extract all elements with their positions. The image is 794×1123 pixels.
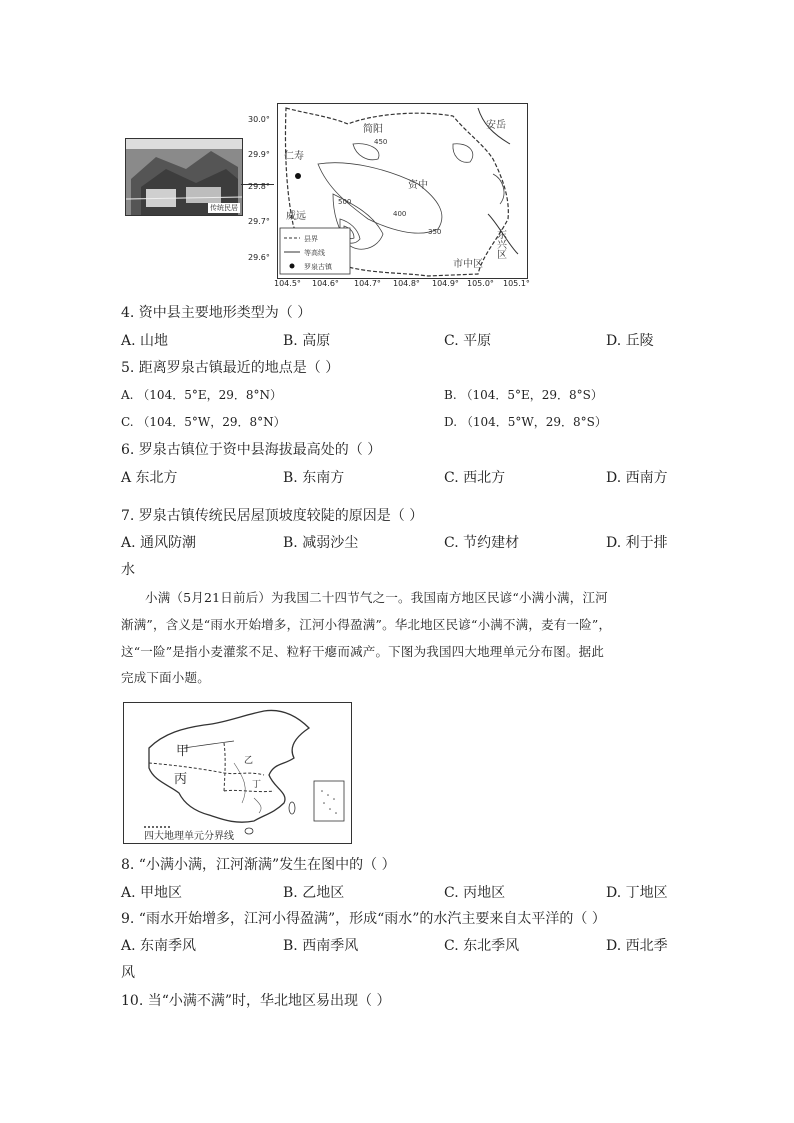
question-8-option-d: D. 丁地区: [606, 885, 668, 901]
question-7-option-c: C. 节约建材: [444, 535, 520, 551]
question-4-option-d: D. 丘陵: [606, 333, 654, 349]
question-4-option-c: C. 平原: [444, 333, 492, 349]
lon-label: 104.7°: [354, 279, 381, 288]
legend-town: 罗泉古镇: [304, 263, 332, 271]
traditional-house-photo: [125, 138, 243, 216]
question-7-option-d-wrap: 水: [121, 562, 135, 578]
lon-label: 104.5°: [274, 279, 301, 288]
photo-caption: 传统民居: [210, 204, 238, 212]
question-8-option-c: C. 丙地区: [444, 885, 506, 901]
question-9-option-c: C. 东北季风: [444, 938, 520, 954]
question-10-stem: 10. 当“小满不满”时，华北地区易出现（ ）: [121, 993, 391, 1009]
question-5-option-d: D. （104．5°W，29．8°S）: [444, 415, 607, 429]
region-label-yi: 乙: [244, 756, 254, 766]
lon-label: 104.6°: [312, 279, 339, 288]
contour-label: 400: [393, 210, 407, 218]
question-7-stem: 7. 罗泉古镇传统民居屋顶坡度较陡的原因是（ ）: [121, 508, 424, 524]
lon-label: 104.9°: [432, 279, 459, 288]
lat-label: 29.8°: [248, 182, 270, 191]
question-8-option-b: B. 乙地区: [283, 885, 345, 901]
lat-label: 29.9°: [248, 150, 270, 159]
question-5-option-b: B. （104．5°E，29．8°S）: [444, 388, 603, 402]
question-6-stem: 6. 罗泉古镇位于资中县海拔最高处的（ ）: [121, 442, 382, 458]
china-map-art: [124, 703, 351, 843]
lat-label: 29.6°: [248, 253, 270, 262]
passage-line-2: 渐满”，含义是“雨水开始增多，江河小得盈满”。华北地区民谚“小满不满，麦有一险”，: [121, 617, 612, 632]
region-label-bing: 丙: [174, 772, 188, 787]
question-6-option-b: B. 东南方: [283, 470, 345, 486]
contour-label: 350: [428, 228, 442, 236]
passage-line-4: 完成下面小题。: [121, 670, 210, 685]
contour-label: 450: [374, 138, 388, 146]
question-7-option-d: D. 利于排: [606, 535, 668, 551]
question-9-option-d-wrap: 风: [121, 965, 135, 981]
question-7-option-a: A. 通风防潮: [121, 535, 197, 551]
question-8-stem: 8. “小满小满，江河渐满”发生在图中的（ ）: [121, 857, 396, 873]
question-6-option-c: C. 西北方: [444, 470, 506, 486]
contour-label: 500: [338, 198, 352, 206]
question-9-stem: 9. “雨水开始增多，江河小得盈满”，形成“雨水”的水汽主要来自太平洋的（ ）: [121, 911, 606, 927]
question-6-option-d: D. 西南方: [606, 470, 668, 486]
lon-label: 104.8°: [393, 279, 420, 288]
passage-line-3: 这“一险”是指小麦灌浆不足、粒籽干瘪而减产。下图为我国四大地理单元分布图。据此: [121, 644, 605, 659]
question-5-stem: 5. 距离罗泉古镇最近的地点是（ ）: [121, 360, 340, 376]
lon-label: 105.0°: [467, 279, 494, 288]
question-4-option-a: A. 山地: [121, 333, 169, 349]
question-5-option-a: A. （104．5°E，29．8°N）: [121, 388, 282, 402]
contour-map: [277, 103, 528, 279]
china-regions-map: [123, 702, 352, 844]
legend-boundary: 县界: [304, 235, 318, 243]
place-label: 简阳: [363, 124, 383, 135]
place-label: 资中: [408, 180, 428, 191]
question-7-option-b: B. 减弱沙尘: [283, 535, 359, 551]
place-label: 安岳: [486, 120, 506, 131]
question-5-option-c: C. （104．5°W，29．8°N）: [121, 415, 286, 429]
question-6-option-a: A 东北方: [121, 470, 178, 486]
lat-label: 29.7°: [248, 217, 270, 226]
region-label-jia: 甲: [176, 744, 190, 759]
place-label: 市中区: [453, 259, 483, 270]
town-marker: [295, 173, 301, 179]
legend-contour: 等高线: [304, 249, 325, 257]
question-9-option-d: D. 西北季: [606, 938, 668, 954]
question-4-stem: 4. 资中县主要地形类型为（ ）: [121, 305, 312, 321]
question-9-option-b: B. 西南季风: [283, 938, 359, 954]
passage-line-1: 小满（5月21日前后）为我国二十四节气之一。我国南方地区民谚“小满小满，江河: [145, 590, 608, 605]
question-4-option-b: B. 高原: [283, 333, 331, 349]
question-8-option-a: A. 甲地区: [121, 885, 183, 901]
place-label: 东兴区: [494, 229, 506, 259]
contour-map-art: [278, 104, 527, 278]
place-label: 仁寿: [284, 151, 304, 162]
south-sea-inset: [314, 781, 344, 821]
place-label: 威远: [286, 211, 306, 222]
map2-legend: 四大地理单元分界线: [144, 831, 234, 842]
lon-axis: [262, 279, 542, 293]
lat-label: 30.0°: [248, 115, 270, 124]
lon-label: 105.1°: [503, 279, 530, 288]
question-9-option-a: A. 东南季风: [121, 938, 197, 954]
lat-axis: [248, 112, 278, 272]
region-label-ding: 丁: [252, 780, 262, 790]
